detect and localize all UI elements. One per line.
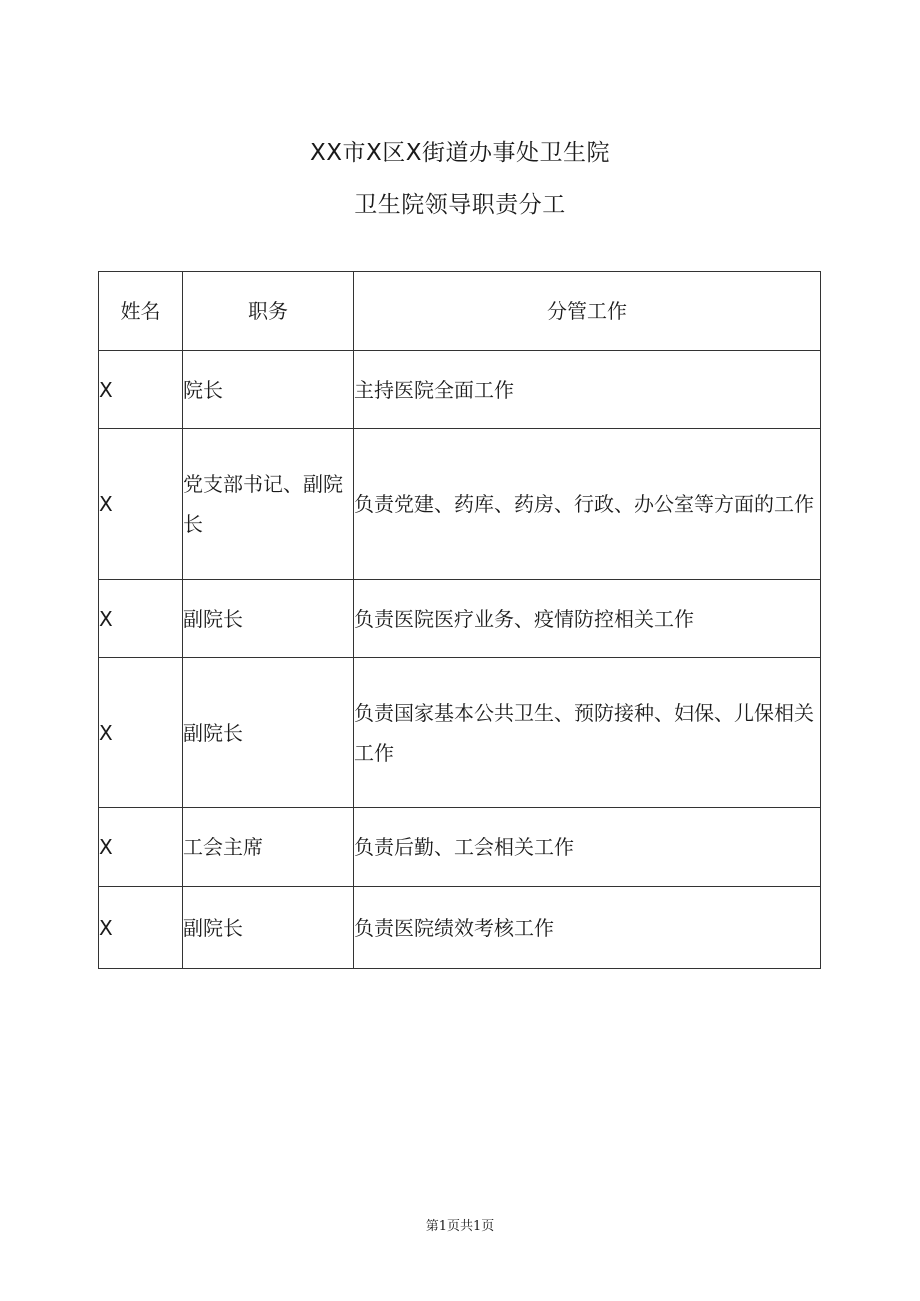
duty-table [98,271,821,969]
cell-role: 副院长 [183,887,354,969]
document-title: XX市X区X街道办事处卫生院 [309,140,611,166]
cell-duty: 负责国家基本公共卫生、预防接种、妇保、儿保相关工作 [354,658,821,808]
cell-role: 副院长 [183,658,354,808]
table-row [99,808,821,887]
cell-name: X [99,887,183,969]
cell-name: X [99,351,183,429]
header-role: 职务 [183,272,354,351]
cell-duty: 负责医院绩效考核工作 [354,887,821,969]
cell-duty: 主持医院全面工作 [354,351,821,429]
cell-role: 院长 [183,351,354,429]
cell-role: 党支部书记、副院长 [183,429,354,580]
header-name: 姓名 [99,272,183,351]
document-subtitle: 卫生院领导职责分工 [354,192,566,218]
table-row [99,580,821,658]
cell-role: 工会主席 [183,808,354,887]
page-number: 第1页共1页 [425,1219,495,1234]
header-duty: 分管工作 [354,272,821,351]
table-row [99,351,821,429]
table-row [99,429,821,580]
cell-duty: 负责后勤、工会相关工作 [354,808,821,887]
cell-name: X [99,658,183,808]
table-header-row [99,272,821,351]
cell-name: X [99,429,183,580]
table-row [99,658,821,808]
cell-name: X [99,808,183,887]
cell-duty: 负责医院医疗业务、疫情防控相关工作 [354,580,821,658]
cell-role: 副院长 [183,580,354,658]
table-row [99,887,821,969]
cell-duty: 负责党建、药库、药房、行政、办公室等方面的工作 [354,429,821,580]
cell-name: X [99,580,183,658]
